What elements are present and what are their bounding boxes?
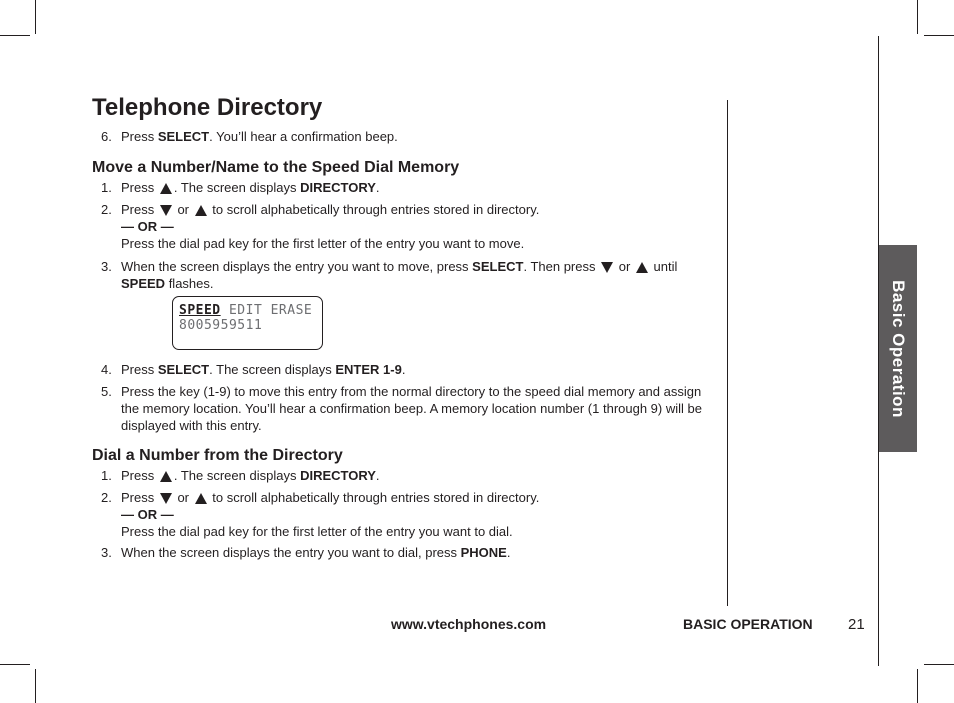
lcd-speed-option: SPEED bbox=[179, 303, 221, 318]
crop-mark bbox=[0, 35, 30, 36]
step-number: 6. bbox=[101, 129, 112, 144]
step-text: Press the dial pad key for the first letter of the entry you want to dial. bbox=[121, 524, 513, 539]
step-text: When the screen displays the entry you want to move, press bbox=[121, 259, 473, 274]
step-keyword: SPEED bbox=[121, 276, 166, 291]
step-text: to scroll alphabetically through entries stored in directory. bbox=[208, 490, 540, 505]
step-keyword: PHONE bbox=[460, 545, 507, 560]
list-item bbox=[101, 179, 713, 196]
up-arrow-icon bbox=[636, 262, 648, 273]
step-text: Press the key (1-9) to move this entry from the normal directory to the speed dial memory and assign the memory location. You’ll hear a confirmation beep. A memory location number (1 through 9) will be displayed with this entry. bbox=[121, 384, 702, 433]
step-text: . bbox=[375, 180, 380, 195]
step-number: 1. bbox=[101, 180, 112, 195]
step-text: Press bbox=[121, 362, 158, 377]
crop-mark bbox=[35, 669, 36, 703]
down-arrow-icon bbox=[601, 262, 613, 273]
crop-mark bbox=[917, 0, 918, 34]
step-text: to scroll alphabetically through entries stored in directory. bbox=[208, 202, 540, 217]
section-heading: Dial a Number from the Directory bbox=[92, 447, 343, 464]
list-item bbox=[101, 467, 713, 484]
crop-mark bbox=[35, 0, 36, 34]
list-item bbox=[101, 489, 713, 540]
footer-section: BASIC OPERATION bbox=[683, 616, 813, 632]
step-text: or bbox=[615, 259, 634, 274]
step-number: 2. bbox=[101, 490, 112, 505]
lcd-options: EDIT ERASE bbox=[220, 303, 313, 318]
step-keyword: ENTER 1-9 bbox=[335, 362, 402, 377]
step-text: . The screen displays bbox=[173, 180, 301, 195]
step-text: or bbox=[173, 490, 193, 505]
or-separator: — OR — bbox=[121, 507, 174, 522]
or-separator: — OR — bbox=[121, 219, 174, 234]
step-number: 1. bbox=[101, 468, 112, 483]
list-item bbox=[101, 258, 713, 292]
down-arrow-icon bbox=[160, 493, 172, 504]
list-item bbox=[101, 544, 713, 561]
down-arrow-icon bbox=[160, 205, 172, 216]
step-text: until bbox=[649, 259, 678, 274]
step-text: Press the dial pad key for the first letter of the entry you want to move. bbox=[121, 236, 525, 251]
step-keyword: SELECT bbox=[157, 129, 210, 144]
step-text: Press bbox=[121, 490, 158, 505]
up-arrow-icon bbox=[195, 205, 207, 216]
step-keyword: DIRECTORY bbox=[300, 180, 376, 195]
crop-mark bbox=[924, 664, 954, 665]
footer-url: www.vtechphones.com bbox=[391, 616, 547, 632]
lcd-screen bbox=[172, 296, 323, 350]
step-text: Press bbox=[121, 129, 158, 144]
step-number: 4. bbox=[101, 362, 112, 377]
step-number: 3. bbox=[101, 259, 112, 274]
side-tab bbox=[879, 245, 917, 452]
list-item bbox=[101, 201, 713, 252]
step-text: . Then press bbox=[523, 259, 600, 274]
step-text: Press bbox=[121, 468, 158, 483]
crop-mark bbox=[0, 664, 30, 665]
step-text: or bbox=[173, 202, 193, 217]
step-text: flashes. bbox=[165, 276, 214, 291]
up-arrow-icon bbox=[160, 471, 172, 482]
list-item bbox=[101, 383, 713, 434]
page-number: 21 bbox=[848, 616, 865, 633]
column-divider bbox=[727, 100, 728, 606]
step-text: Press bbox=[121, 180, 158, 195]
step-number: 3. bbox=[101, 545, 112, 560]
list-item bbox=[101, 128, 713, 145]
up-arrow-icon bbox=[160, 183, 172, 194]
lcd-number: 8005959511 bbox=[179, 318, 263, 333]
step-text: . The screen displays bbox=[173, 468, 301, 483]
step-number: 2. bbox=[101, 202, 112, 217]
step-text: Press bbox=[121, 202, 158, 217]
list-item bbox=[101, 361, 713, 378]
section-heading: Move a Number/Name to the Speed Dial Memory bbox=[92, 159, 460, 176]
step-number: 5. bbox=[101, 384, 112, 399]
crop-mark bbox=[917, 669, 918, 703]
crop-mark bbox=[924, 35, 954, 36]
step-keyword: DIRECTORY bbox=[300, 468, 376, 483]
step-text: . The screen displays bbox=[209, 362, 336, 377]
page-title: Telephone Directory bbox=[92, 94, 323, 121]
side-tab-label: Basic Operation bbox=[889, 279, 908, 418]
step-keyword: SELECT bbox=[472, 259, 524, 274]
step-text: . bbox=[506, 545, 511, 560]
step-text: . bbox=[375, 468, 380, 483]
up-arrow-icon bbox=[195, 493, 207, 504]
step-text: . bbox=[401, 362, 406, 377]
step-text: When the screen displays the entry you want to dial, press bbox=[121, 545, 461, 560]
step-keyword: SELECT bbox=[157, 362, 210, 377]
step-text: . You’ll hear a confirmation beep. bbox=[209, 129, 398, 144]
